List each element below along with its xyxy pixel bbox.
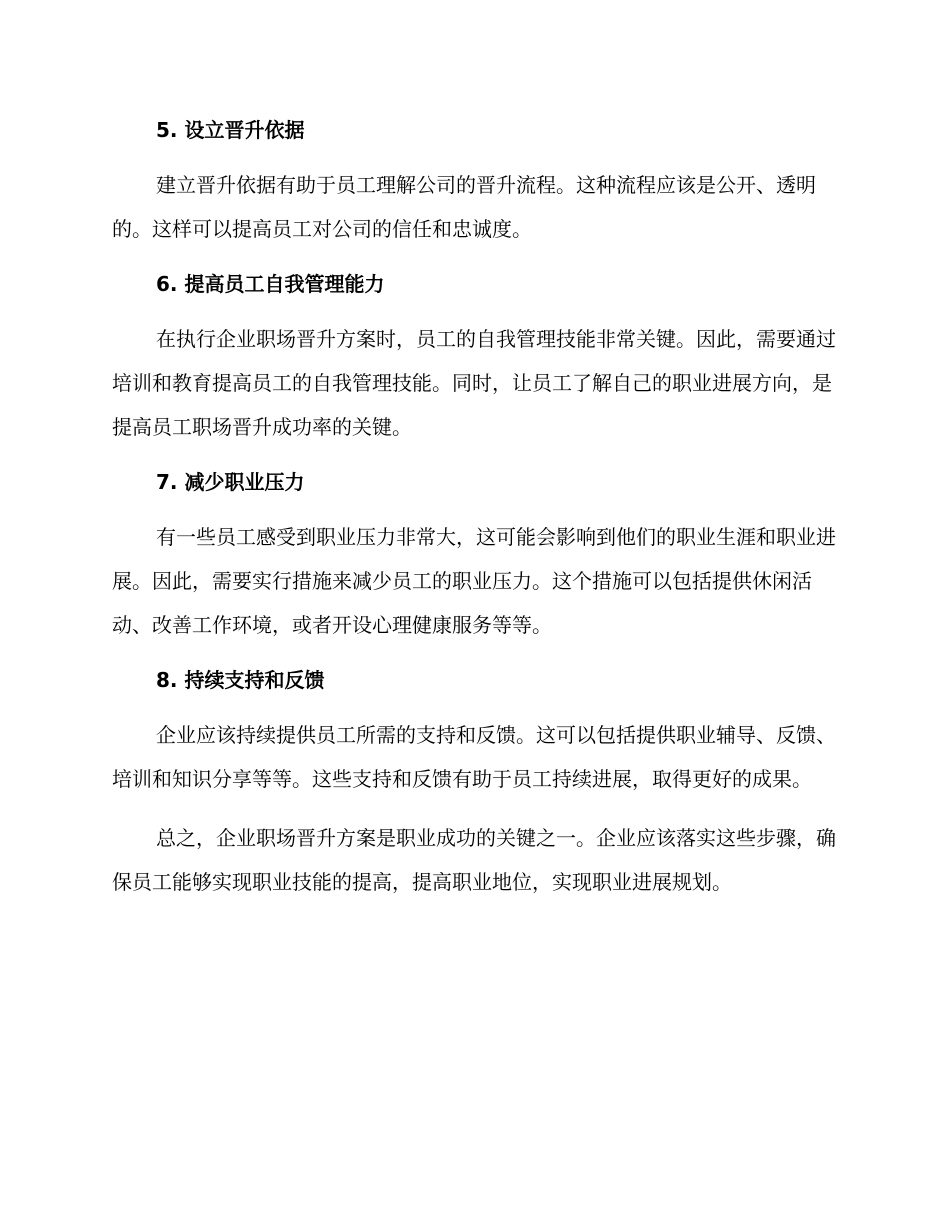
section-6-heading: 6. 提高员工自我管理能力	[156, 272, 385, 296]
section-8-heading: 8. 持续支持和反馈	[156, 668, 325, 692]
document-body	[112, 112, 836, 919]
section-5-paragraph: 建立晋升依据有助于员工理解公司的晋升流程。这种流程应该是公开、透明的。这样可以提高员工对公司的信任和忠诚度。	[112, 173, 816, 241]
section-7-heading: 7. 减少职业压力	[156, 470, 305, 494]
section-6-paragraph: 在执行企业职场晋升方案时，员工的自我管理技能非常关键。因此，需要通过培训和教育提高员工的自我管理技能。同时，让员工了解自己的职业进展方向，是提高员工职场晋升成功率的关键。	[112, 327, 836, 439]
section-7-paragraph: 有一些员工感受到职业压力非常大，这可能会影响到他们的职业生涯和职业进展。因此，需要实行措施来减少员工的职业压力。这个措施可以包括提供休闲活动、改善工作环境，或者开设心理健康服务等等。	[112, 525, 836, 637]
section-5-heading: 5. 设立晋升依据	[156, 118, 305, 142]
section-8-paragraph: 企业应该持续提供员工所需的支持和反馈。这可以包括提供职业辅导、反馈、培训和知识分享等等。这些支持和反馈有助于员工持续进展，取得更好的成果。	[112, 723, 836, 791]
conclusion-paragraph: 总之，企业职场晋升方案是职业成功的关键之一。企业应该落实这些步骤，确保员工能够实现职业技能的提高，提高职业地位，实现职业进展规划。	[112, 826, 836, 894]
